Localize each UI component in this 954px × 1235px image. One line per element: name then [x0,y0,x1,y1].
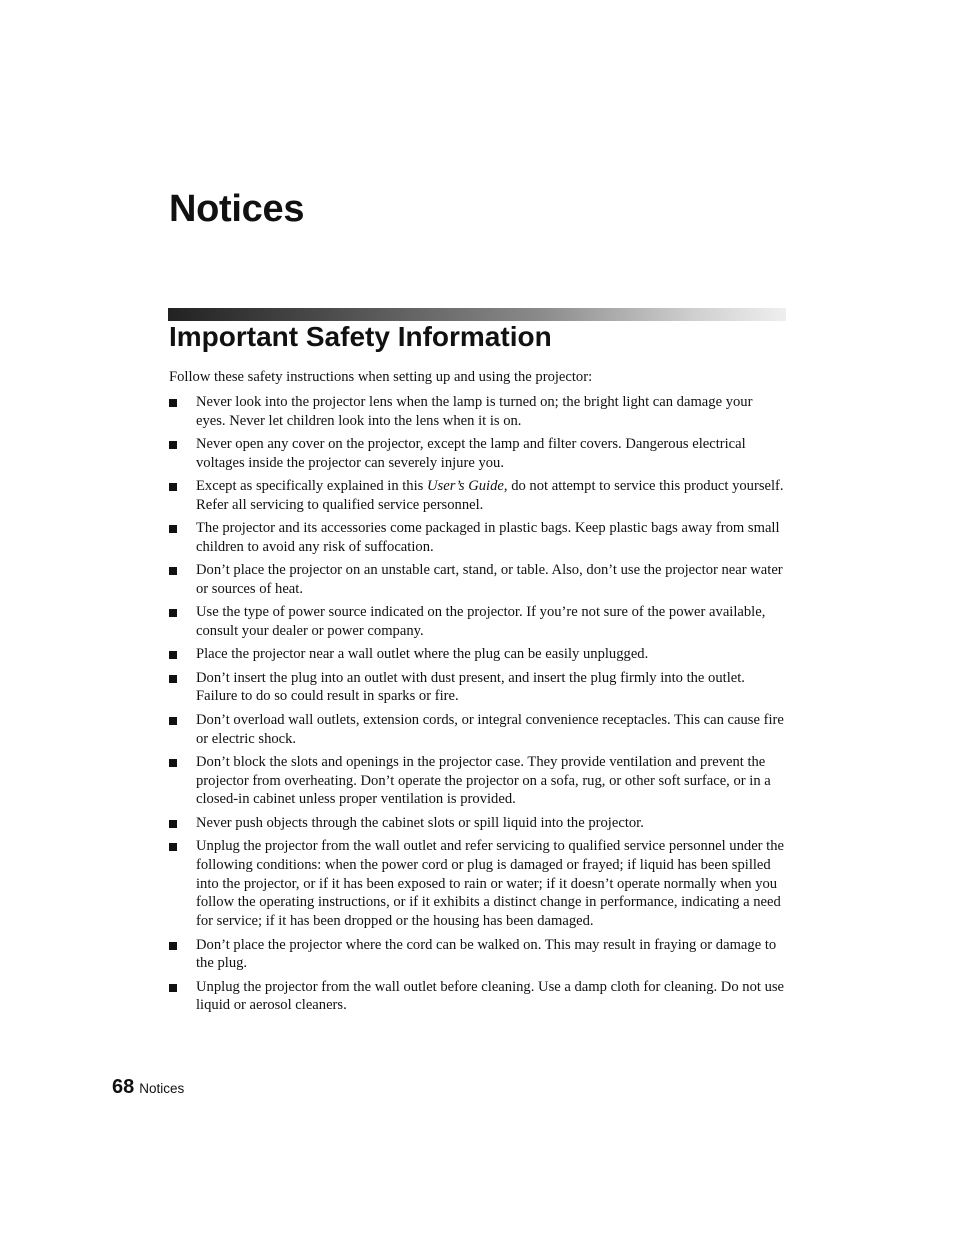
square-bullet-icon [169,441,177,449]
bullet-text-part: Except as specifically explained in this [196,477,427,494]
bullet-text: The projector and its accessories come packaged in plastic bags. Keep plastic bags away from small children to avoid any risk of suffocation. [196,520,780,555]
safety-bullet-list [169,393,785,1015]
bullet-item [169,814,785,833]
square-bullet-icon [169,820,177,828]
bullet-text: Don’t block the slots and openings in the projector case. They provide ventilation and prevent the projector from overheating. Don’t operate the projector on a sofa, rug, or other soft surface, or in a closed-in cabinet unless proper ventilation is provided. [196,753,771,808]
square-bullet-icon [169,609,177,617]
square-bullet-icon [169,717,177,725]
square-bullet-icon [169,483,177,491]
bullet-item [169,477,785,515]
bullet-item [169,645,785,664]
bullet-text: Don’t place the projector where the cord can be walked on. This may result in fraying or damage to the plug. [196,936,777,972]
bullet-text: Never look into the projector lens when the lamp is turned on; the bright light can damage your eyes. Never let children look into the lens when it is on. [196,393,753,429]
square-bullet-icon [169,759,177,767]
square-bullet-icon [169,525,177,533]
section-title: Important Safety Information [169,321,552,352]
bullet-text-part: , do not attempt to service this product yourself. Refer all servicing to qualified service personnel. [196,477,784,513]
square-bullet-icon [169,567,177,575]
page-number: 68 [112,1076,135,1098]
bullet-item [169,837,785,931]
bullet-text: Don’t insert the plug into an outlet with dust present, and insert the plug firmly into the outlet. Failure to do so could result in sparks or fire. [196,669,745,705]
bullet-item [169,603,785,641]
bullet-item [169,393,785,431]
square-bullet-icon [169,651,177,659]
users-guide-title: User’s Guide [427,477,504,494]
bullet-text [196,478,784,513]
safety-content [169,368,785,1020]
intro-paragraph: Follow these safety instructions when setting up and using the projector: [169,369,593,385]
chapter-title: Notices [169,188,305,230]
bullet-item [169,561,785,599]
bullet-text: Never push objects through the cabinet slots or spill liquid into the projector. [196,814,644,831]
bullet-text: Place the projector near a wall outlet where the plug can be easily unplugged. [196,646,649,663]
square-bullet-icon [169,942,177,950]
bullet-item [169,669,785,707]
square-bullet-icon [169,399,177,407]
bullet-item [169,936,785,974]
bullet-item [169,753,785,809]
footer-chapter-label: Notices [139,1081,185,1096]
bullet-text: Use the type of power source indicated on the projector. If you’re not sure of the power available, consult your dealer or power company. [196,604,766,640]
bullet-item [169,711,785,749]
bullet-item [169,978,785,1016]
bullet-text: Don’t overload wall outlets, extension cords, or integral convenience receptacles. This can cause fire or electric shock. [196,711,784,747]
bullet-text: Don’t place the projector on an unstable cart, stand, or table. Also, don’t use the projector near water or sources of heat. [196,562,783,597]
page-footer [112,1076,184,1099]
bullet-text: Never open any cover on the projector, except the lamp and filter covers. Dangerous electrical voltages inside the projector can severely injure you. [196,435,746,471]
bullet-text: Unplug the projector from the wall outlet and refer servicing to qualified service personnel under the following conditions: when the power cord or plug is damaged or frayed; if liquid has been spilled into the projector, or if it has been exposed to rain or water; if it doesn’t operate normally when you follow the operating instructions, or if it exhibits a distinct change in performance, indicating a need for service; if it has been dropped or the housing has been damaged. [196,838,785,930]
bullet-item [169,435,785,473]
bullet-item [169,519,785,557]
square-bullet-icon [169,675,177,683]
square-bullet-icon [169,984,177,992]
bullet-text: Unplug the projector from the wall outlet before cleaning. Use a damp cloth for cleaning. Do not use liquid or aerosol cleaners. [196,978,785,1014]
square-bullet-icon [169,843,177,851]
